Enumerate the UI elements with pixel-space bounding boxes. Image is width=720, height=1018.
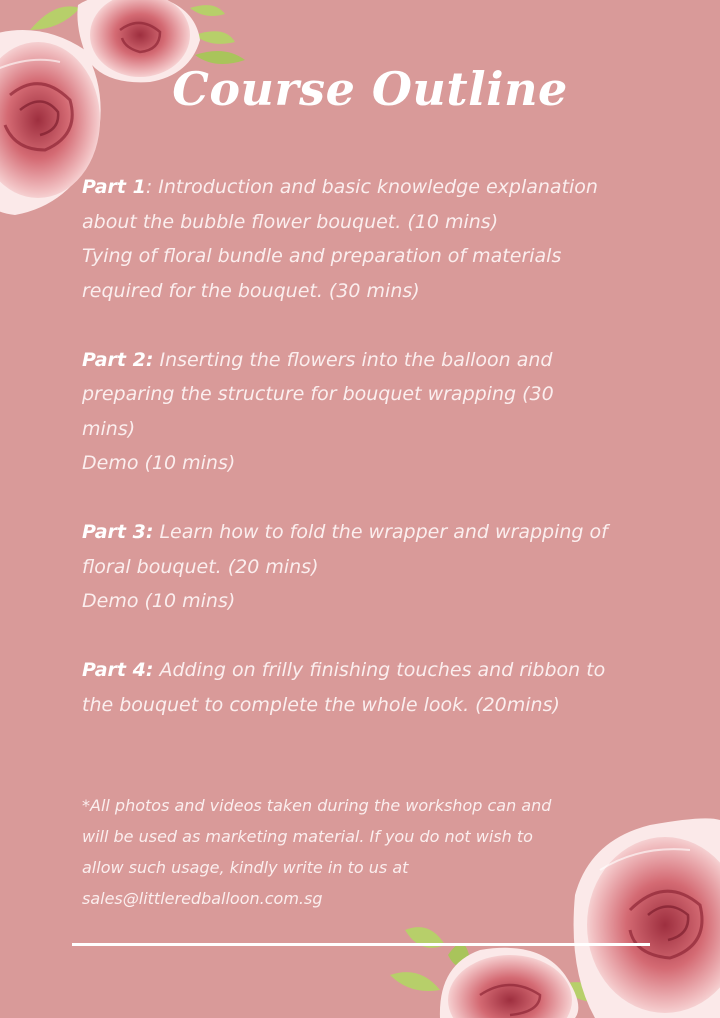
part-text: : Introduction and basic knowledge explanation: [145, 176, 598, 198]
part-label: Part 3:: [82, 521, 154, 543]
notice-line: allow such usage, kindly write in to us at: [82, 858, 409, 877]
notice-line: *All photos and videos taken during the workshop can and: [82, 796, 552, 815]
part-line: mins): [82, 417, 136, 440]
part-2-section: [82, 343, 682, 481]
part-line: [82, 515, 682, 550]
part-1-section: [82, 170, 682, 308]
part-line: [82, 343, 682, 378]
part-line: the bouquet to complete the whole look. (20mins): [82, 693, 560, 716]
part-4-section: [82, 653, 682, 722]
part-line: Demo (10 mins): [82, 452, 236, 474]
part-line: Demo (10 mins): [82, 590, 236, 612]
contact-email[interactable]: sales@littleredballoon.com.sg: [82, 889, 323, 908]
part-text: Adding on frilly finishing touches and ribbon to: [153, 659, 606, 681]
part-3-section: [82, 515, 682, 619]
part-text: Learn how to fold the wrapper and wrapping of: [153, 521, 608, 543]
part-text: Inserting the flowers into the balloon and: [153, 348, 553, 371]
part-line: Tying of floral bundle and preparation of materials: [82, 245, 562, 267]
part-label: Part 4:: [82, 659, 154, 681]
part-label: Part 1: [82, 176, 146, 198]
part-line: required for the bouquet. (30 mins): [82, 279, 420, 302]
divider-line: [72, 943, 650, 946]
course-outline-body: [82, 170, 682, 757]
part-label: Part 2:: [82, 348, 154, 371]
part-line: [82, 170, 682, 205]
part-line: about the bubble flower bouquet. (10 mins): [82, 210, 499, 233]
notice-line: will be used as marketing material. If you do not wish to: [82, 827, 533, 846]
part-line: [82, 653, 682, 688]
usage-notice: [82, 790, 642, 914]
part-line: preparing the structure for bouquet wrapping (30: [82, 383, 554, 405]
page-title: Course Outline: [172, 62, 568, 116]
part-line: floral bouquet. (20 mins): [82, 555, 319, 578]
